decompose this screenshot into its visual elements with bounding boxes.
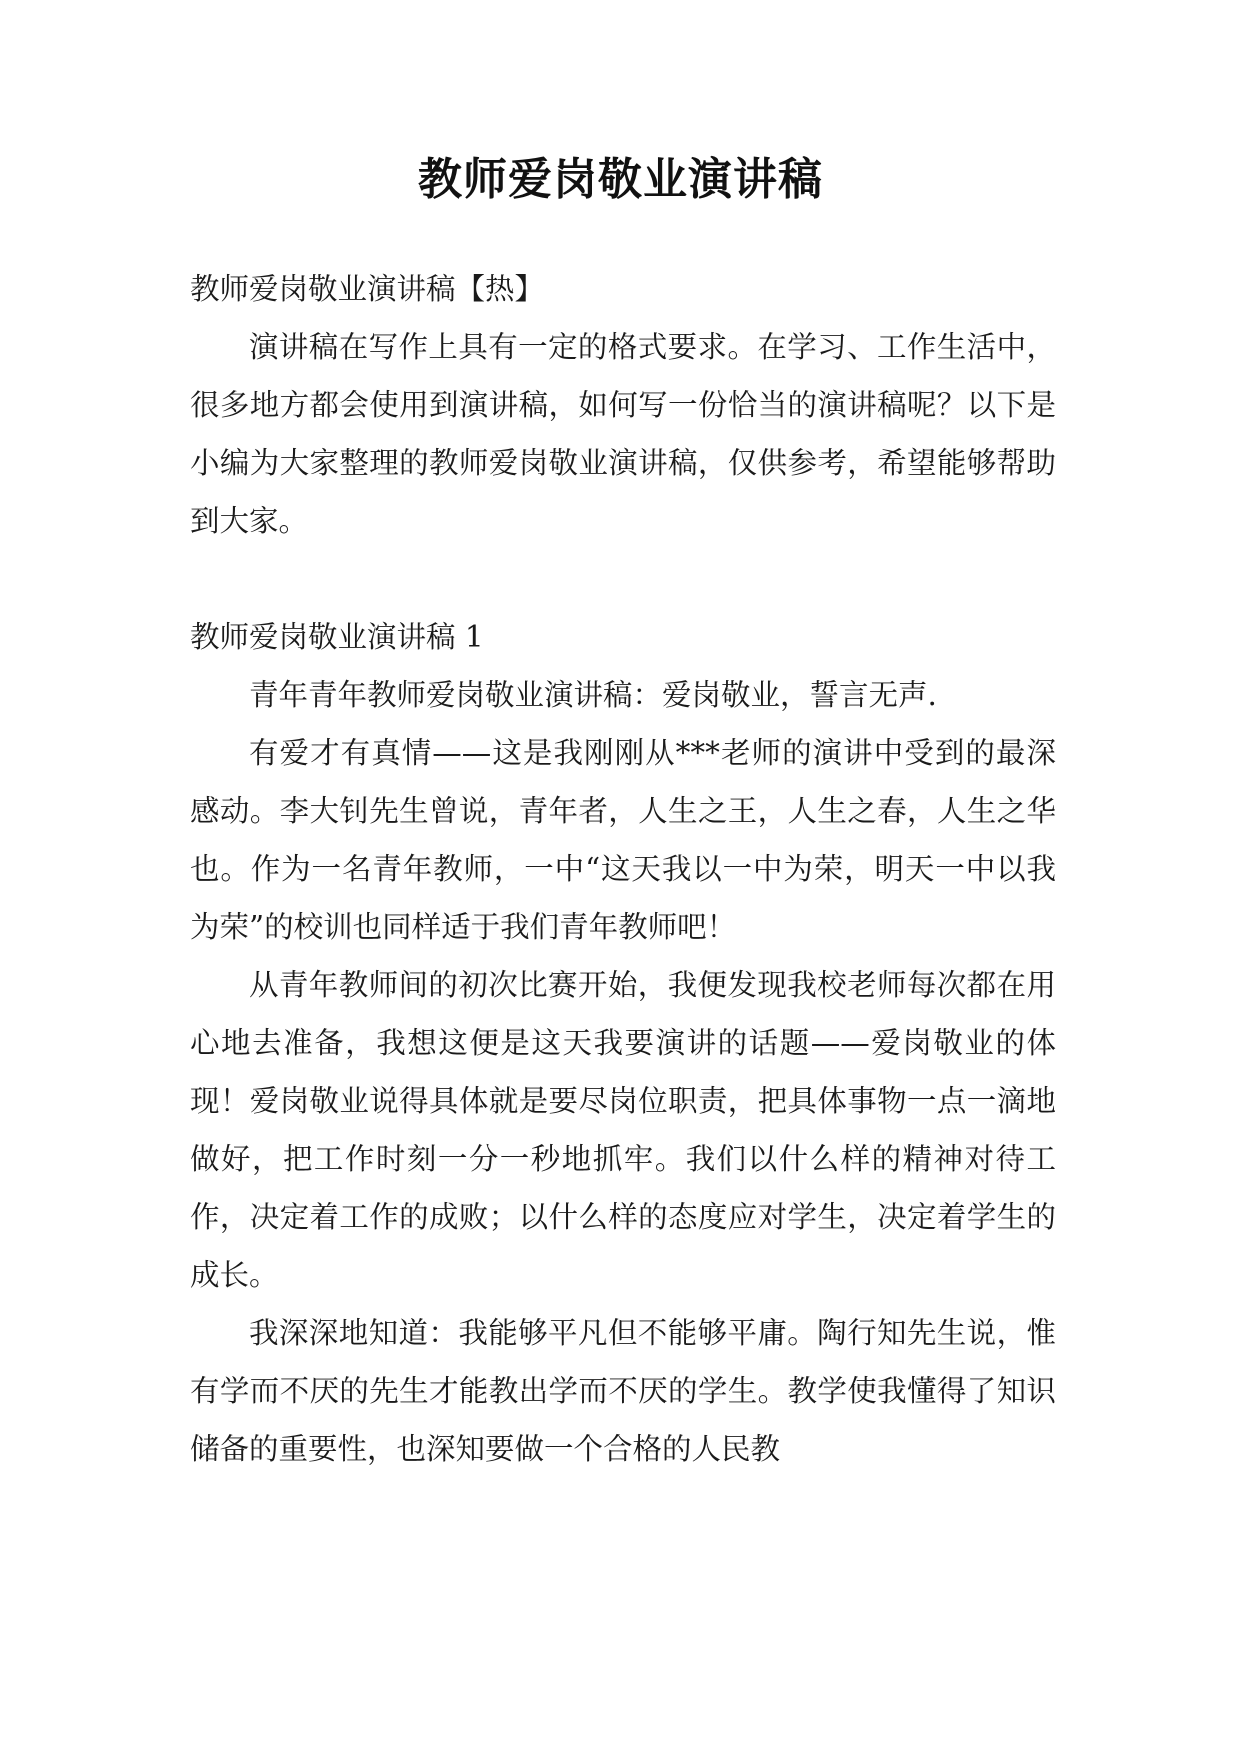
- body-paragraph: 我深深地知道：我能够平凡但不能够平庸。陶行知先生说，惟有学而不厌的先生才能教出学而不厌的学生。教学使我懂得了知识储备的重要性，也深知要做一个合格的人民教: [190, 1316, 1056, 1466]
- section-heading: 教师爱岗敬业演讲稿 1: [190, 620, 484, 654]
- body-paragraph: 从青年教师间的初次比赛开始，我便发现我校老师每次都在用心地去准备，我想这便是这天我要演讲的话题——爱岗敬业的体现！爱岗敬业说得具体就是要尽岗位职责，把具体事物一点一滴地做好，把工作时刻一分一秒地抓牢。我们以什么样的精神对待工作，决定着工作的成败；以什么样的态度应对学生，决定着学生的成长。: [190, 968, 1056, 1292]
- subtitle-line: 教师爱岗敬业演讲稿【热】: [190, 272, 545, 306]
- intro-paragraph: 演讲稿在写作上具有一定的格式要求。在学习、工作生活中，很多地方都会使用到演讲稿，如何写一份恰当的演讲稿呢？以下是小编为大家整理的教师爱岗敬业演讲稿，仅供参考，希望能够帮助到大家。: [190, 330, 1056, 538]
- document-title: 教师爱岗敬业演讲稿: [418, 154, 823, 205]
- speech-title-line: 青年青年教师爱岗敬业演讲稿：爱岗敬业，誓言无声.: [249, 678, 937, 712]
- body-paragraph: 有爱才有真情——这是我刚刚从***老师的演讲中受到的最深感动。李大钊先生曾说，青年者，人生之王，人生之春，人生之华也。作为一名青年教师，一中“这天我以一中为荣，明天一中以我为荣”的校训也同样适于我们青年教师吧！: [190, 736, 1056, 944]
- document-body: [190, 260, 1056, 1478]
- paragraph-spacer: [190, 550, 1056, 608]
